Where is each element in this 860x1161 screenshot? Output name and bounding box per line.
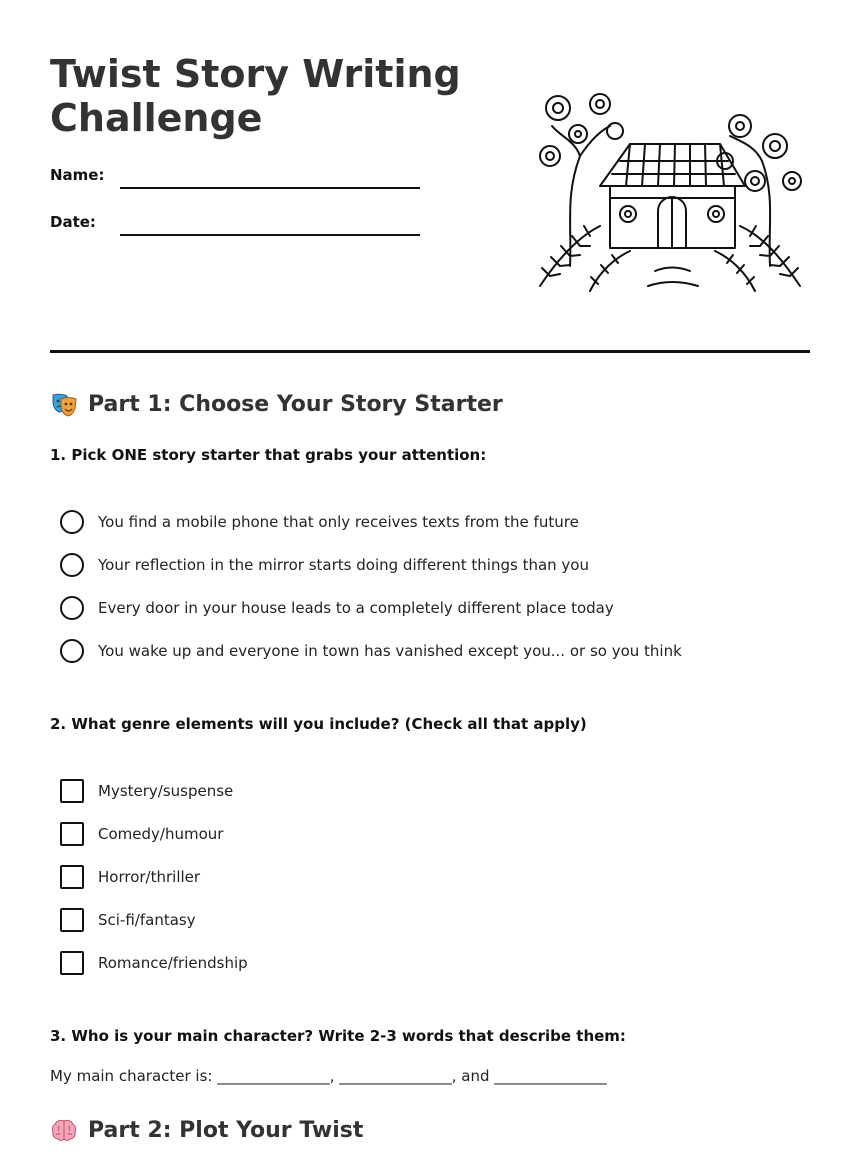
option-label: You wake up and everyone in town has vanished except you... or so you think: [98, 642, 682, 660]
checkbox[interactable]: [60, 779, 84, 803]
part1-heading-text: Part 1: Choose Your Story Starter: [88, 391, 503, 417]
thatched-hut-jungle-illustration: [530, 86, 810, 300]
checkbox[interactable]: [60, 951, 84, 975]
question-1: 1. Pick ONE story starter that grabs your attention:: [50, 446, 487, 464]
date-field[interactable]: [120, 234, 420, 236]
option-label: Your reflection in the mirror starts doing different things than you: [98, 556, 589, 574]
character-description-field[interactable]: My main character is: _______________, _______________, and _______________: [50, 1067, 607, 1085]
brain-icon: [50, 1116, 78, 1144]
option-label: Romance/friendship: [98, 954, 248, 972]
name-label: Name:: [50, 166, 105, 184]
theatre-masks-icon: [50, 390, 78, 418]
radio-button[interactable]: [60, 596, 84, 620]
option-label: Every door in your house leads to a completely different place today: [98, 599, 614, 617]
genre-option-5[interactable]: [60, 950, 248, 976]
checkbox[interactable]: [60, 822, 84, 846]
genre-option-1[interactable]: [60, 778, 233, 804]
part2-heading: [50, 1116, 363, 1144]
genre-option-4[interactable]: [60, 907, 196, 933]
date-label: Date:: [50, 213, 96, 231]
option-label: Horror/thriller: [98, 868, 201, 886]
genre-option-2[interactable]: [60, 821, 223, 847]
name-field[interactable]: [120, 187, 420, 189]
option-label: Comedy/humour: [98, 825, 224, 843]
question-3: 3. Who is your main character? Write 2-3 words that describe them:: [50, 1027, 626, 1045]
story-starter-option-1[interactable]: [60, 509, 579, 535]
radio-button[interactable]: [60, 639, 84, 663]
question-2: 2. What genre elements will you include? (Check all that apply): [50, 715, 587, 733]
radio-button[interactable]: [60, 510, 84, 534]
option-label: Mystery/suspense: [98, 782, 234, 800]
story-starter-option-3[interactable]: [60, 595, 614, 621]
story-starter-option-4[interactable]: [60, 638, 682, 664]
option-label: You find a mobile phone that only receives texts from the future: [98, 513, 579, 531]
worksheet-title: Twist Story Writing Challenge: [50, 52, 461, 140]
genre-option-3[interactable]: [60, 864, 200, 890]
part2-heading-text: Part 2: Plot Your Twist: [88, 1117, 364, 1143]
story-starter-option-2[interactable]: [60, 552, 589, 578]
radio-button[interactable]: [60, 553, 84, 577]
option-label: Sci-fi/fantasy: [98, 911, 196, 929]
part1-heading: [50, 390, 503, 418]
checkbox[interactable]: [60, 908, 84, 932]
checkbox[interactable]: [60, 865, 84, 889]
header-divider: [50, 350, 810, 353]
